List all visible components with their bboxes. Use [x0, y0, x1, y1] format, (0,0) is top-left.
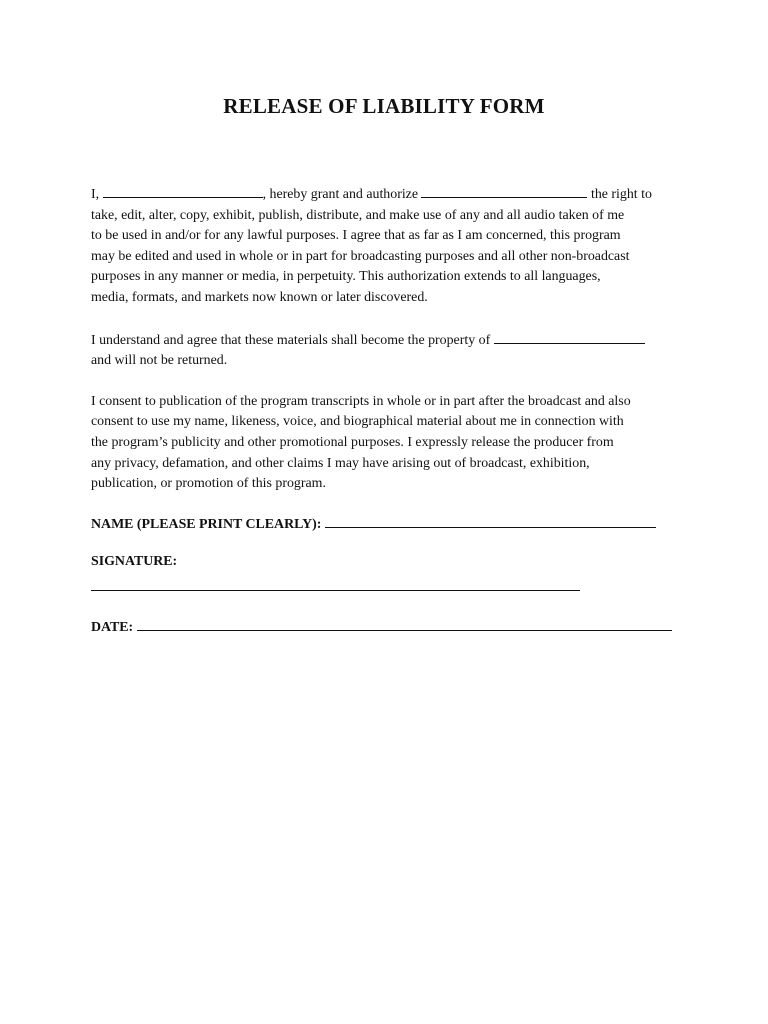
grant-paragraph — [91, 183, 691, 309]
grant-line-6: media, formats, and markets now known or later discovered. — [91, 289, 428, 305]
grant-text-middle: , hereby grant and authorize — [262, 187, 422, 202]
grant-line-3: to be used in and/or for any lawful purposes. I agree that as far as I am concerned, this program — [91, 228, 621, 244]
date-label: DATE: — [91, 620, 137, 635]
consent-line-1: I consent to publication of the program transcripts in whole or in part after the broadcast and also — [91, 393, 631, 409]
signature-input-line[interactable] — [91, 590, 580, 591]
property-line-2: and will not be returned. — [91, 353, 228, 369]
consent-line-3: the program’s publicity and other promotional purposes. I expressly release the producer from — [91, 434, 614, 450]
grant-line-4: may be edited and used in whole or in part for broadcasting purposes and all other non-broadcast — [91, 248, 630, 264]
consent-line-2: consent to use my name, likeness, voice, and biographical material about me in connection with — [91, 414, 624, 430]
grant-line-1 — [91, 183, 691, 206]
signature-label: SIGNATURE: — [91, 554, 178, 569]
property-paragraph — [91, 329, 691, 372]
date-input-line[interactable] — [137, 616, 672, 631]
property-text: I understand and agree that these materials shall become the property of — [91, 332, 494, 348]
name-field — [91, 513, 656, 533]
consent-paragraph — [91, 392, 691, 495]
grant-line-2: take, edit, alter, copy, exhibit, publish, distribute, and make use of any and all audio taken of me — [91, 207, 625, 223]
property-line-1 — [91, 329, 691, 352]
document-title: RELEASE OF LIABILITY FORM — [223, 94, 545, 118]
grantor-name-blank[interactable] — [103, 183, 263, 198]
grantee-name-blank[interactable] — [421, 183, 587, 198]
date-field — [91, 616, 672, 636]
consent-line-4: any privacy, defamation, and other claims I may have arising out of broadcast, exhibition, — [91, 455, 590, 471]
property-owner-blank[interactable] — [494, 329, 645, 344]
grant-text-end: the right to — [587, 187, 652, 202]
consent-line-5: publication, or promotion of this program. — [91, 476, 326, 492]
grant-text-start: I, — [91, 187, 103, 202]
name-input-line[interactable] — [325, 513, 656, 528]
grant-line-5: purposes in any manner or media, in perpetuity. This authorization extends to all languages, — [91, 269, 601, 285]
document-body — [91, 183, 691, 515]
name-label: NAME (PLEASE PRINT CLEARLY): — [91, 517, 325, 532]
